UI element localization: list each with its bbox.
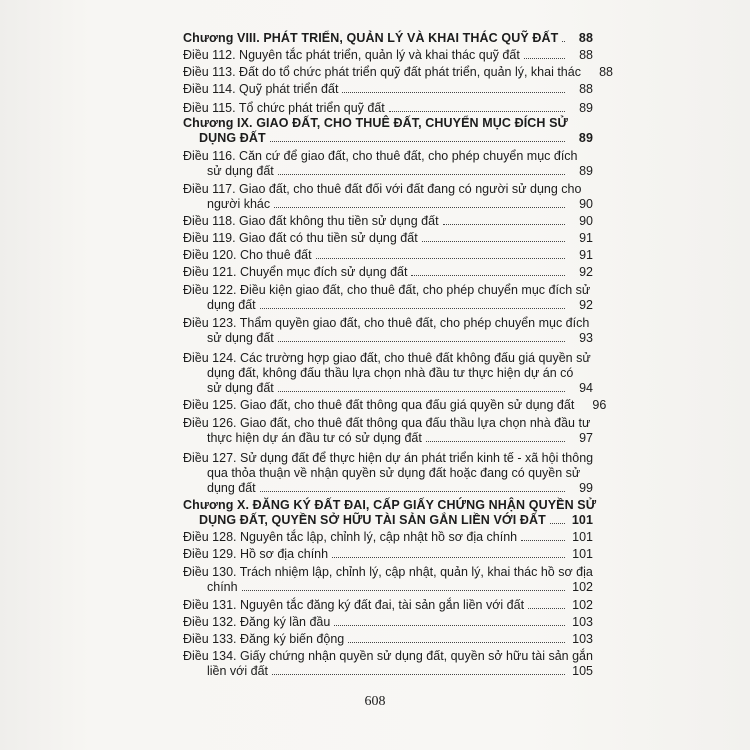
toc-entry-title-line: Điều 126. Giao đất, cho thuê đất thông qua đấu thầu lựa chọn nhà đầu tư [183,416,591,430]
toc-page-number: 97 [579,431,593,445]
toc-article-entry[interactable] [183,149,593,179]
toc-article-entry[interactable] [183,182,593,212]
toc-entry-title-line: Điều 134. Giấy chứng nhận quyền sử dụng đất, quyền sở hữu tài sản gắn [183,649,593,663]
table-of-contents [183,30,613,679]
toc-page-number: 101 [571,513,593,527]
dot-leader [278,341,565,342]
toc-article-entry[interactable] [183,547,593,562]
dot-leader [278,391,565,392]
toc-entry-title-line: Điều 118. Giao đất không thu tiền sử dụng đất [183,214,439,228]
dot-leader [332,557,565,558]
toc-entry-title-line: Điều 130. Trách nhiệm lập, chỉnh lý, cập nhật, quản lý, khai thác hồ sơ địa [183,565,593,579]
dot-leader [422,241,565,242]
toc-page-number: 92 [579,298,593,312]
dot-leader [562,41,565,42]
toc-entry-title-line: Điều 127. Sử dụng đất để thực hiện dự án phát triển kinh tế - xã hội thông [183,451,594,465]
toc-page-number: 90 [579,214,593,228]
toc-page-number: 89 [578,131,593,145]
toc-article-entry[interactable] [183,48,593,63]
toc-page-number: 102 [572,598,593,612]
toc-article-entry[interactable] [183,615,593,630]
dot-leader [389,111,565,112]
toc-entry-title-line: Chương IX. GIAO ĐẤT, CHO THUÊ ĐẤT, CHUYỂN MỤC ĐÍCH SỬ [183,116,568,130]
toc-page-number: 96 [592,398,607,412]
toc-entry-title-line: dụng đất [207,298,256,312]
dot-leader [260,308,565,309]
dot-leader [274,207,565,208]
dot-leader [242,590,565,591]
toc-entry-title-line: dụng đất [207,481,256,495]
toc-entry-title-line: Điều 128. Nguyên tắc lập, chỉnh lý, cập nhật hồ sơ địa chính [183,530,518,544]
toc-article-entry[interactable] [183,214,593,229]
toc-entry-title-line: Điều 119. Giao đất có thu tiền sử dụng đất [183,231,418,245]
toc-article-entry[interactable] [183,598,593,613]
toc-article-entry[interactable] [183,265,593,280]
toc-entry-title-line: Chương X. ĐĂNG KÝ ĐẤT ĐAI, CẤP GIẤY CHỨNG NHẬN QUYỀN SỬ [183,498,597,512]
toc-page-number: 101 [572,547,593,561]
toc-article-entry[interactable] [183,530,593,545]
toc-page-number: 88 [599,65,613,79]
toc-article-entry[interactable] [183,231,593,246]
toc-article-entry[interactable] [183,565,593,595]
toc-page-number: 102 [572,580,593,594]
toc-entry-title-line: Điều 114. Quỹ phát triển đất [183,82,339,96]
toc-page-number: 94 [579,381,593,395]
toc-entry-title-line: dụng đất, không đấu thầu lựa chọn nhà đầu tư thực hiện dự án có [207,366,574,380]
toc-entry-title-line: Điều 129. Hồ sơ địa chính [183,547,329,561]
toc-article-entry[interactable] [183,101,593,116]
toc-page-number: 88 [578,31,593,45]
dot-leader [411,275,565,276]
dot-leader [334,625,565,626]
dot-leader [528,608,565,609]
dot-leader [316,258,565,259]
toc-entry-title-line: Điều 123. Thẩm quyền giao đất, cho thuê đất, cho phép chuyển mục đích [183,316,590,330]
toc-page-number: 92 [579,265,593,279]
toc-entry-title-line: chính [207,580,238,594]
toc-entry-title-line: qua thỏa thuận về nhận quyền sử dụng đất hoặc đang có quyền sử [207,466,581,480]
toc-entry-title-line: Điều 124. Các trường hợp giao đất, cho thuê đất không đấu giá quyền sử [183,351,591,365]
toc-article-entry[interactable] [183,248,593,263]
toc-entry-title-line: Điều 120. Cho thuê đất [183,248,312,262]
toc-article-entry[interactable] [183,283,593,313]
toc-article-entry[interactable] [183,351,593,396]
toc-entry-title-line: Chương VIII. PHÁT TRIỂN, QUẢN LÝ VÀ KHAI THÁC QUỸ ĐẤT [183,31,559,45]
toc-entry-title-line: người khác [207,197,271,211]
toc-entry-title-line: Điều 131. Nguyên tắc đăng ký đất đai, tài sản gắn liền với đất [183,598,525,612]
toc-page-number: 89 [579,101,593,115]
toc-entry-title-line: sử dụng đất [207,164,274,178]
toc-article-entry[interactable] [183,416,593,446]
toc-article-entry[interactable] [183,649,593,679]
dot-leader [342,92,565,93]
dot-leader [426,441,565,442]
toc-entry-title-line: liền với đất [207,664,269,678]
toc-entry-title-line: Điều 121. Chuyển mục đích sử dụng đất [183,265,408,279]
dot-leader [270,141,565,142]
page-number: 608 [364,694,386,709]
toc-page-number: 91 [579,231,593,245]
toc-page-number: 103 [572,632,593,646]
toc-article-entry[interactable] [183,316,593,346]
toc-entry-title-line: Điều 113. Đất do tổ chức phát triển quỹ đất phát triển, quản lý, khai thác [183,65,581,79]
toc-page-number: 105 [572,664,593,678]
toc-page-number: 90 [579,197,593,211]
toc-entry-title-line: Điều 132. Đăng ký lần đầu [183,615,331,629]
toc-chapter-entry[interactable] [183,31,593,46]
toc-entry-title-line: Điều 115. Tổ chức phát triển quỹ đất [183,101,385,115]
dot-leader [521,540,565,541]
toc-page-number: 103 [572,615,593,629]
toc-entry-title-line: Điều 122. Điều kiện giao đất, cho thuê đất, cho phép chuyển mục đích sử [183,283,591,297]
toc-article-entry[interactable] [183,82,593,97]
dot-leader [443,224,565,225]
toc-page-number: 101 [572,530,593,544]
dot-leader [278,174,565,175]
toc-entry-title-line: Điều 133. Đăng ký biến động [183,632,345,646]
toc-page-number: 89 [579,164,593,178]
toc-page-number: 91 [579,248,593,262]
toc-entry-title-line: Điều 112. Nguyên tắc phát triển, quản lý và khai thác quỹ đất [183,48,520,62]
toc-entry-title-line: thực hiện dự án đầu tư có sử dụng đất [207,431,422,445]
dot-leader [524,58,565,59]
toc-article-entry[interactable] [183,632,593,647]
toc-entry-title-line: Điều 125. Giao đất, cho thuê đất thông qua đấu giá quyền sử dụng đất [183,398,575,412]
toc-article-entry[interactable] [183,65,613,80]
toc-entry-title-line: sử dụng đất [207,331,274,345]
toc-chapter-entry[interactable] [183,498,597,528]
toc-page-number: 88 [579,48,593,62]
toc-entry-title-line: Điều 117. Giao đất, cho thuê đất đối với đất đang có người sử dụng cho [183,182,582,196]
toc-entry-title-line: sử dụng đất [207,381,274,395]
toc-page-number: 88 [579,82,593,96]
toc-entry-title-line: DỤNG ĐẤT [199,131,266,145]
toc-page-number: 99 [579,481,593,495]
toc-chapter-entry[interactable] [183,116,593,146]
toc-page-number: 93 [579,331,593,345]
dot-leader [550,523,565,524]
dot-leader [348,642,565,643]
toc-article-entry[interactable] [183,451,593,496]
dot-leader [260,491,565,492]
toc-entry-title-line: Điều 116. Căn cứ để giao đất, cho thuê đất, cho phép chuyển mục đích [183,149,578,163]
dot-leader [272,674,565,675]
toc-entry-title-line: DỤNG ĐẤT, QUYỀN SỞ HỮU TÀI SẢN GẮN LIỀN VỚI ĐẤT [199,513,546,527]
toc-article-entry[interactable] [183,398,607,413]
